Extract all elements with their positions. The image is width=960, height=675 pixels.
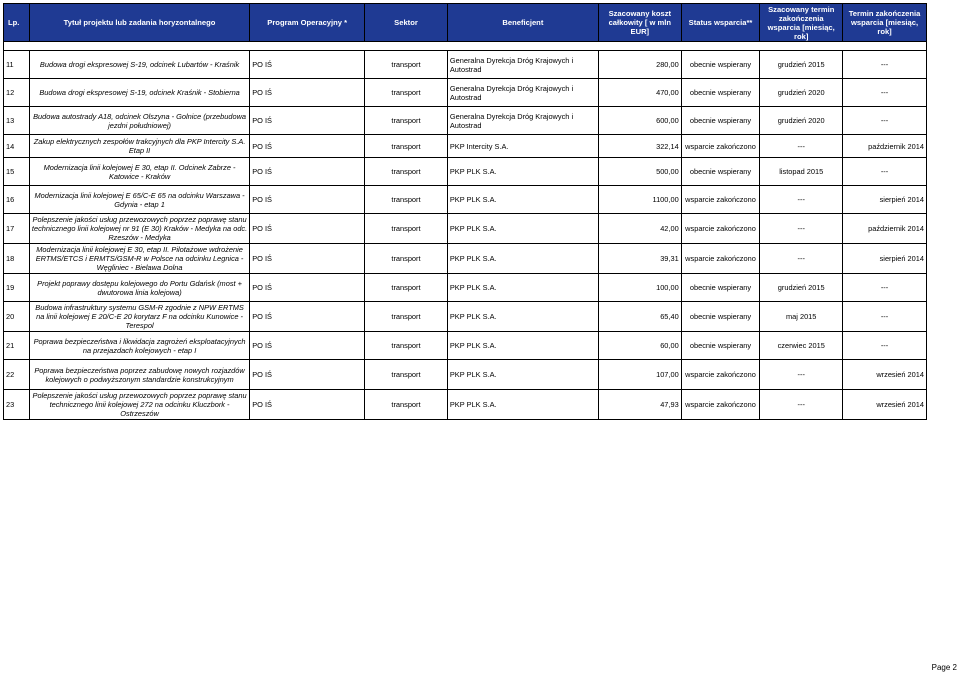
cell-end: sierpień 2014 (843, 244, 927, 274)
cell-cost: 470,00 (598, 79, 681, 107)
cell-beneficiary: PKP PLK S.A. (447, 158, 598, 186)
cell-beneficiary: Generalna Dyrekcja Dróg Krajowych i Autostrad (447, 51, 598, 79)
header-cost: Szacowany koszt całkowity [ w mln EUR] (598, 4, 681, 42)
cell-program: PO IŚ (250, 332, 365, 360)
table-row (4, 135, 927, 158)
cell-end: październik 2014 (843, 135, 927, 158)
cell-cost: 500,00 (598, 158, 681, 186)
header-status: Status wsparcia** (681, 4, 760, 42)
cell-program: PO IŚ (250, 302, 365, 332)
cell-program: PO IŚ (250, 274, 365, 302)
table-row (4, 244, 927, 274)
cell-beneficiary: PKP PLK S.A. (447, 302, 598, 332)
header-program: Program Operacyjny * (250, 4, 365, 42)
cell-cost: 280,00 (598, 51, 681, 79)
cell-num: 13 (4, 107, 30, 135)
cell-cost: 42,00 (598, 214, 681, 244)
cell-end: --- (843, 158, 927, 186)
cell-end: --- (843, 302, 927, 332)
cell-program: PO IŚ (250, 51, 365, 79)
cell-end: październik 2014 (843, 214, 927, 244)
cell-beneficiary: PKP PLK S.A. (447, 360, 598, 390)
cell-title: Projekt poprawy dostępu kolejowego do Portu Gdańsk (most + dwutorowa linia kolejowa) (29, 274, 249, 302)
cell-title: Modernizacja linii kolejowej E 65/C-E 65 na odcinku Warszawa - Gdynia - etap 1 (29, 186, 249, 214)
cell-program: PO IŚ (250, 107, 365, 135)
cell-cost: 322,14 (598, 135, 681, 158)
table-row (4, 107, 927, 135)
cell-sector: transport (365, 135, 448, 158)
cell-sector: transport (365, 360, 448, 390)
cell-title: Polepszenie jakości usług przewozowych poprzez poprawę stanu technicznego linii kolejowej nr 91 (E 30) Kraków - Medyka na odc. Rzeszów - Medyka (29, 214, 249, 244)
cell-est-end: maj 2015 (760, 302, 843, 332)
cell-sector: transport (365, 79, 448, 107)
cell-cost: 47,93 (598, 390, 681, 420)
table-row (4, 158, 927, 186)
cell-end: --- (843, 79, 927, 107)
cell-program: PO IŚ (250, 360, 365, 390)
cell-end: --- (843, 274, 927, 302)
cell-cost: 1100,00 (598, 186, 681, 214)
cell-beneficiary: PKP PLK S.A. (447, 274, 598, 302)
table-row (4, 274, 927, 302)
header-lp: Lp. (4, 4, 30, 42)
cell-num: 14 (4, 135, 30, 158)
cell-status: obecnie wspierany (681, 302, 760, 332)
cell-est-end: czerwiec 2015 (760, 332, 843, 360)
table-row (4, 186, 927, 214)
page-number: Page 2 (931, 663, 957, 672)
cell-program: PO IŚ (250, 390, 365, 420)
cell-est-end: grudzień 2015 (760, 51, 843, 79)
cell-beneficiary: PKP PLK S.A. (447, 214, 598, 244)
cell-program: PO IŚ (250, 186, 365, 214)
cell-status: obecnie wspierany (681, 79, 760, 107)
cell-program: PO IŚ (250, 214, 365, 244)
cell-sector: transport (365, 390, 448, 420)
cell-num: 12 (4, 79, 30, 107)
cell-end: --- (843, 332, 927, 360)
cell-cost: 107,00 (598, 360, 681, 390)
cell-status: wsparcie zakończono (681, 360, 760, 390)
cell-sector: transport (365, 274, 448, 302)
cell-sector: transport (365, 302, 448, 332)
cell-est-end: --- (760, 390, 843, 420)
header-est-end: Szacowany termin zakończenia wsparcia [miesiąc, rok] (760, 4, 843, 42)
cell-est-end: listopad 2015 (760, 158, 843, 186)
cell-status: obecnie wspierany (681, 51, 760, 79)
cell-title: Polepszenie jakości usług przewozowych poprzez poprawę stanu technicznego linii kolejowej 272 na odcinku Kluczbork - Ostrzeszów (29, 390, 249, 420)
cell-title: Zakup elektrycznych zespołów trakcyjnych dla PKP Intercity S.A. Etap II (29, 135, 249, 158)
cell-title: Modernizacja linii kolejowej E 30, etap II. Pilotażowe wdrożenie ERTMS/ETCS i ERMTS/GSM-R w Polsce na odcinku Legnica - Węgliniec - Bielawa Dolna (29, 244, 249, 274)
cell-est-end: --- (760, 360, 843, 390)
cell-end: wrzesień 2014 (843, 360, 927, 390)
cell-status: obecnie wspierany (681, 107, 760, 135)
cell-status: wsparcie zakończono (681, 244, 760, 274)
cell-status: obecnie wspierany (681, 332, 760, 360)
spacer-row (4, 42, 927, 51)
cell-beneficiary: PKP Intercity S.A. (447, 135, 598, 158)
cell-est-end: --- (760, 244, 843, 274)
cell-est-end: --- (760, 214, 843, 244)
cell-num: 16 (4, 186, 30, 214)
cell-title: Budowa drogi ekspresowej S-19, odcinek Kraśnik - Stobierna (29, 79, 249, 107)
cell-status: wsparcie zakończono (681, 214, 760, 244)
cell-num: 19 (4, 274, 30, 302)
cell-status: wsparcie zakończono (681, 390, 760, 420)
table-row (4, 51, 927, 79)
cell-num: 18 (4, 244, 30, 274)
cell-sector: transport (365, 158, 448, 186)
table-row (4, 79, 927, 107)
cell-beneficiary: PKP PLK S.A. (447, 186, 598, 214)
table-row (4, 214, 927, 244)
cell-num: 20 (4, 302, 30, 332)
cell-num: 17 (4, 214, 30, 244)
header-title: Tytuł projektu lub zadania horyzontalnego (29, 4, 249, 42)
cell-status: obecnie wspierany (681, 158, 760, 186)
cell-beneficiary: PKP PLK S.A. (447, 332, 598, 360)
cell-cost: 60,00 (598, 332, 681, 360)
cell-est-end: grudzień 2020 (760, 107, 843, 135)
cell-beneficiary: PKP PLK S.A. (447, 244, 598, 274)
cell-title: Budowa infrastruktury systemu GSM-R zgodnie z NPW ERTMS na linii kolejowej E 20/C-E 20 korytarz F na odcinku Kunowice - Terespol (29, 302, 249, 332)
cell-end: --- (843, 51, 927, 79)
header-row (4, 4, 927, 42)
cell-status: wsparcie zakończono (681, 186, 760, 214)
header-end: Termin zakończenia wsparcia [miesiąc, rok] (843, 4, 927, 42)
cell-sector: transport (365, 186, 448, 214)
projects-table (3, 3, 927, 420)
cell-num: 23 (4, 390, 30, 420)
cell-num: 11 (4, 51, 30, 79)
cell-cost: 600,00 (598, 107, 681, 135)
cell-end: wrzesień 2014 (843, 390, 927, 420)
table-row (4, 332, 927, 360)
cell-end: --- (843, 107, 927, 135)
header-beneficiary: Beneficjent (447, 4, 598, 42)
cell-program: PO IŚ (250, 79, 365, 107)
cell-beneficiary: Generalna Dyrekcja Dróg Krajowych i Autostrad (447, 79, 598, 107)
cell-title: Budowa autostrady A18, odcinek Olszyna - Golnice (przebudowa jezdni południowej) (29, 107, 249, 135)
cell-cost: 65,40 (598, 302, 681, 332)
cell-num: 15 (4, 158, 30, 186)
table-row (4, 360, 927, 390)
cell-beneficiary: PKP PLK S.A. (447, 390, 598, 420)
cell-program: PO IŚ (250, 158, 365, 186)
cell-est-end: --- (760, 186, 843, 214)
table-row (4, 302, 927, 332)
spacer-cell (4, 42, 927, 51)
cell-sector: transport (365, 107, 448, 135)
cell-sector: transport (365, 332, 448, 360)
cell-status: obecnie wspierany (681, 274, 760, 302)
cell-title: Poprawa bezpieczeństwa poprzez zabudowę nowych rozjazdów kolejowych o podwyższonym standardzie konstrukcyjnym (29, 360, 249, 390)
cell-program: PO IŚ (250, 135, 365, 158)
cell-cost: 100,00 (598, 274, 681, 302)
cell-num: 21 (4, 332, 30, 360)
cell-est-end: grudzień 2015 (760, 274, 843, 302)
cell-title: Modernizacja linii kolejowej E 30, etap II. Odcinek Zabrze - Katowice - Kraków (29, 158, 249, 186)
header-sector: Sektor (365, 4, 448, 42)
cell-end: sierpień 2014 (843, 186, 927, 214)
cell-est-end: grudzień 2020 (760, 79, 843, 107)
cell-program: PO IŚ (250, 244, 365, 274)
cell-sector: transport (365, 244, 448, 274)
cell-beneficiary: Generalna Dyrekcja Dróg Krajowych i Autostrad (447, 107, 598, 135)
cell-title: Poprawa bezpieczeństwa i likwidacja zagrożeń eksploatacyjnych na przejazdach kolejowych - etap I (29, 332, 249, 360)
cell-est-end: --- (760, 135, 843, 158)
cell-num: 22 (4, 360, 30, 390)
cell-sector: transport (365, 51, 448, 79)
table-body (4, 42, 927, 420)
cell-title: Budowa drogi ekspresowej S-19, odcinek Lubartów - Kraśnik (29, 51, 249, 79)
table-row (4, 390, 927, 420)
cell-status: wsparcie zakończono (681, 135, 760, 158)
cell-sector: transport (365, 214, 448, 244)
cell-cost: 39,31 (598, 244, 681, 274)
